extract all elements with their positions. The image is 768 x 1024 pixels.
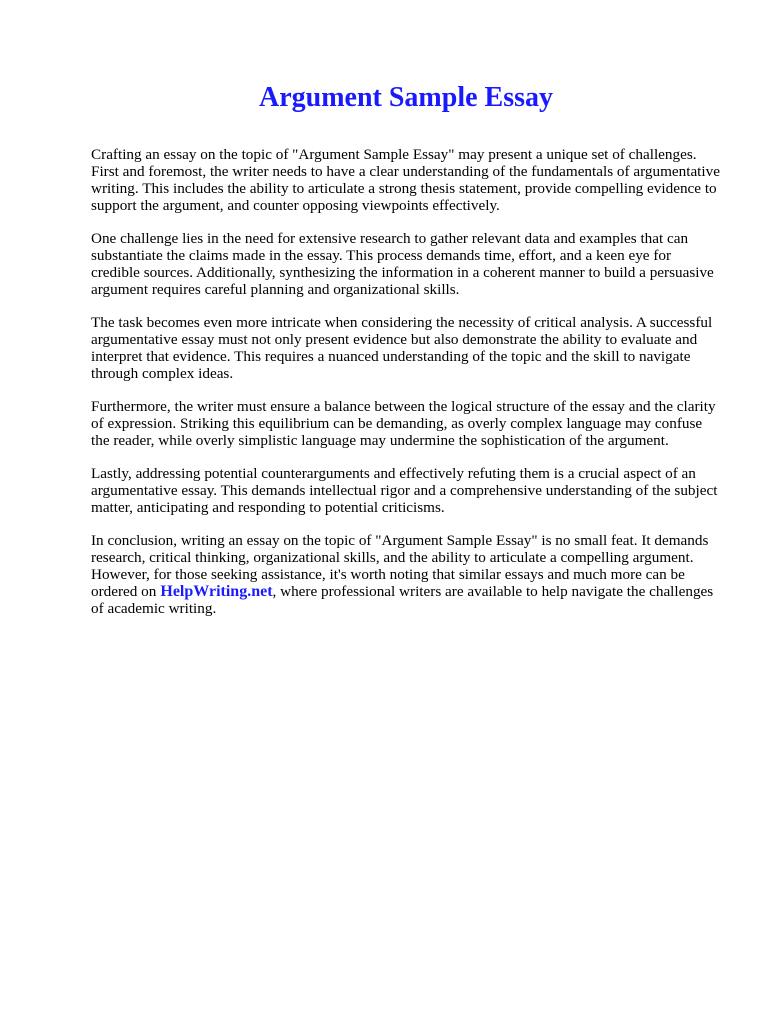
paragraph-4: Furthermore, the writer must ensure a balance between the logical structure of the essay and the clarity of expression. Striking this equilibrium can be demanding, as overly complex language may confuse the reader, while overly simplistic language may undermine the sophistication of the argument. — [91, 398, 716, 449]
paragraph-conclusion — [91, 532, 721, 617]
page-title: Argument Sample Essay — [258, 82, 553, 113]
helpwriting-link[interactable]: HelpWriting.net — [160, 583, 273, 600]
paragraph-5: Lastly, addressing potential counterarguments and effectively refuting them is a crucial aspect of an argumentative essay. This demands intellectual rigor and a comprehensive understanding of the subject matter, anticipating and responding to potential criticisms. — [91, 465, 718, 516]
conclusion-text-after-link: , where professional writers are available to help navigate the challenges of academic writing. — [91, 583, 714, 617]
paragraph-2: One challenge lies in the need for extensive research to gather relevant data and examples that can substantiate the claims made in the essay. This process demands time, effort, and a keen eye for credible sources. Additionally, synthesizing the information in a coherent manner to build a persuasive argument requires careful planning and organizational skills. — [91, 230, 714, 298]
conclusion-text-before-link: In conclusion, writing an essay on the topic of "Argument Sample Essay" is no small feat. It demands research, critical thinking, organizational skills, and the ability to articulate a compelling argument. However, for those seeking assistance, it's worth noting that similar essays and much more can be ordered on — [91, 532, 709, 600]
paragraph-1: Crafting an essay on the topic of "Argument Sample Essay" may present a unique set of challenges. First and foremost, the writer needs to have a clear understanding of the fundamentals of argumentative writing. This includes the ability to articulate a strong thesis statement, provide compelling evidence to support the argument, and counter opposing viewpoints effectively. — [91, 146, 720, 214]
paragraph-3: The task becomes even more intricate when considering the necessity of critical analysis. A successful argumentative essay must not only present evidence but also demonstrate the ability to evaluate and interpret that evidence. This requires a nuanced understanding of the topic and the skill to navigate through complex ideas. — [91, 314, 713, 382]
essay-body — [91, 146, 721, 633]
